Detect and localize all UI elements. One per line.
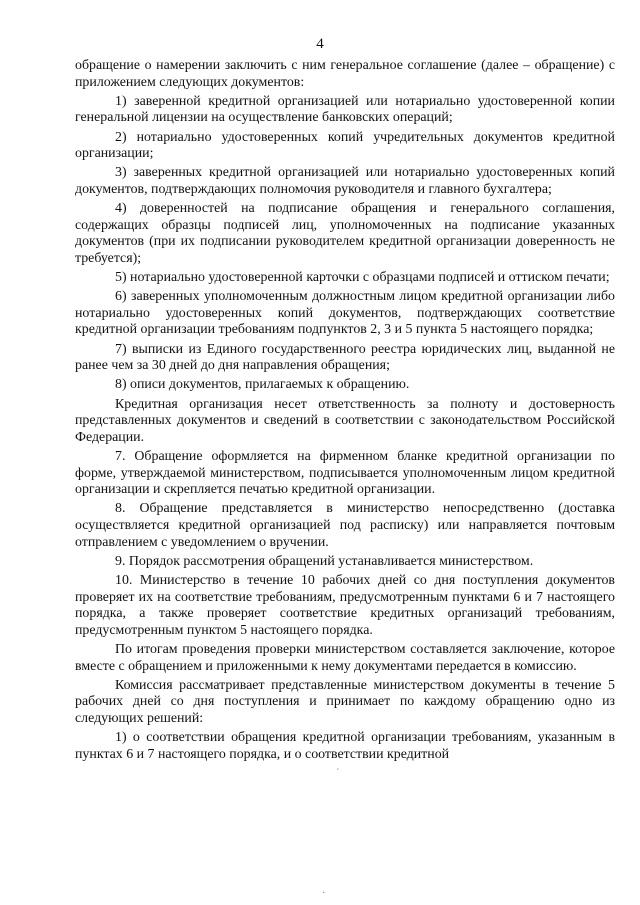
list-item-2: 2) нотариально удостоверенных копий учредительных документов кредитной организации; xyxy=(75,129,615,162)
paragraph-intro: обращение о намерении заключить с ним генеральное соглашение (далее – обращение) с приложением следующих документов: xyxy=(75,58,615,90)
paragraph-responsibility: Кредитная организация несет ответственность за полноту и достоверность представленных документов и сведений в соответствии с законодательством Российской Федерации. xyxy=(75,396,615,445)
page-number: 4 xyxy=(316,36,324,52)
list-item-3: 3) заверенных кредитной организацией или нотариально удостоверенных копий документов, подтверждающих полномочия руководителя и главного бухгалтера; xyxy=(75,165,615,197)
clause-8: 8. Обращение представляется в министерство непосредственно (доставка осуществляется кредитной организацией под расписку) или направляется почтовым отправлением с уведомлением о вручении. xyxy=(75,501,615,550)
list-item-7: 7) выписки из Единого государственного реестра юридических лиц, выданной не ранее чем за 30 дней до дня направления обращения; xyxy=(75,341,615,374)
scan-mark: ˊ xyxy=(336,768,340,779)
list-item-5: 5) нотариально удостоверенной карточки с образцами подписей и оттиском печати; xyxy=(115,270,610,286)
list-item-4: 4) доверенностей на подписание обращения и генерального соглашения, содержащих образцы подписей лиц, уполномоченных на подписание указанных документов (при их подписании руководителем кредитной организации доверенность не требуется); xyxy=(75,201,615,266)
list-item-1: 1) заверенной кредитной организацией или нотариально удостоверенной копии генеральной лицензии на осуществление банковских операций; xyxy=(75,93,615,126)
list-item-6: 6) заверенных уполномоченным должностным лицом кредитной организации либо нотариально удостоверенных копий документов, подтверждающих соответствие кредитной организации требованиям подпунктов 2, 3 и 5 пункта 5 настоящего порядка; xyxy=(75,289,615,338)
paragraph-conclusion: По итогам проведения проверки министерством составляется заключение, которое вместе с обращением и приложенными к нему документами передается в комиссию. xyxy=(75,641,615,674)
clause-7: 7. Обращение оформляется на фирменном бланке кредитной организации по форме, утверждаемой министерством, подписывается уполномоченным лицом кредитной организации и скрепляется печатью кредитной организации. xyxy=(75,449,615,498)
clause-9: 9. Порядок рассмотрения обращений устанавливается министерством. xyxy=(115,553,534,569)
document-body xyxy=(75,58,615,766)
scan-mark: · xyxy=(322,888,326,899)
clause-10: 10. Министерство в течение 10 рабочих дней со дня поступления документов проверяет их на соответствие требованиям, предусмотренным пунктами 6 и 7 настоящего порядка, а также проверяет соответствие кредитных организаций требованиям, предусмотренным пунктом 5 настоящего порядка. xyxy=(75,572,615,638)
decision-item-1: 1) о соответствии обращения кредитной организации требованиям, указанным в пунктах 6 и 7 настоящего порядка, и о соответствии кредитной xyxy=(75,730,615,762)
paragraph-commission: Комиссия рассматривает представленные министерством документы в течение 5 рабочих дней со дня поступления и принимает по каждому обращению одно из следующих решений: xyxy=(75,677,615,726)
list-item-8: 8) описи документов, прилагаемых к обращению. xyxy=(115,377,410,393)
